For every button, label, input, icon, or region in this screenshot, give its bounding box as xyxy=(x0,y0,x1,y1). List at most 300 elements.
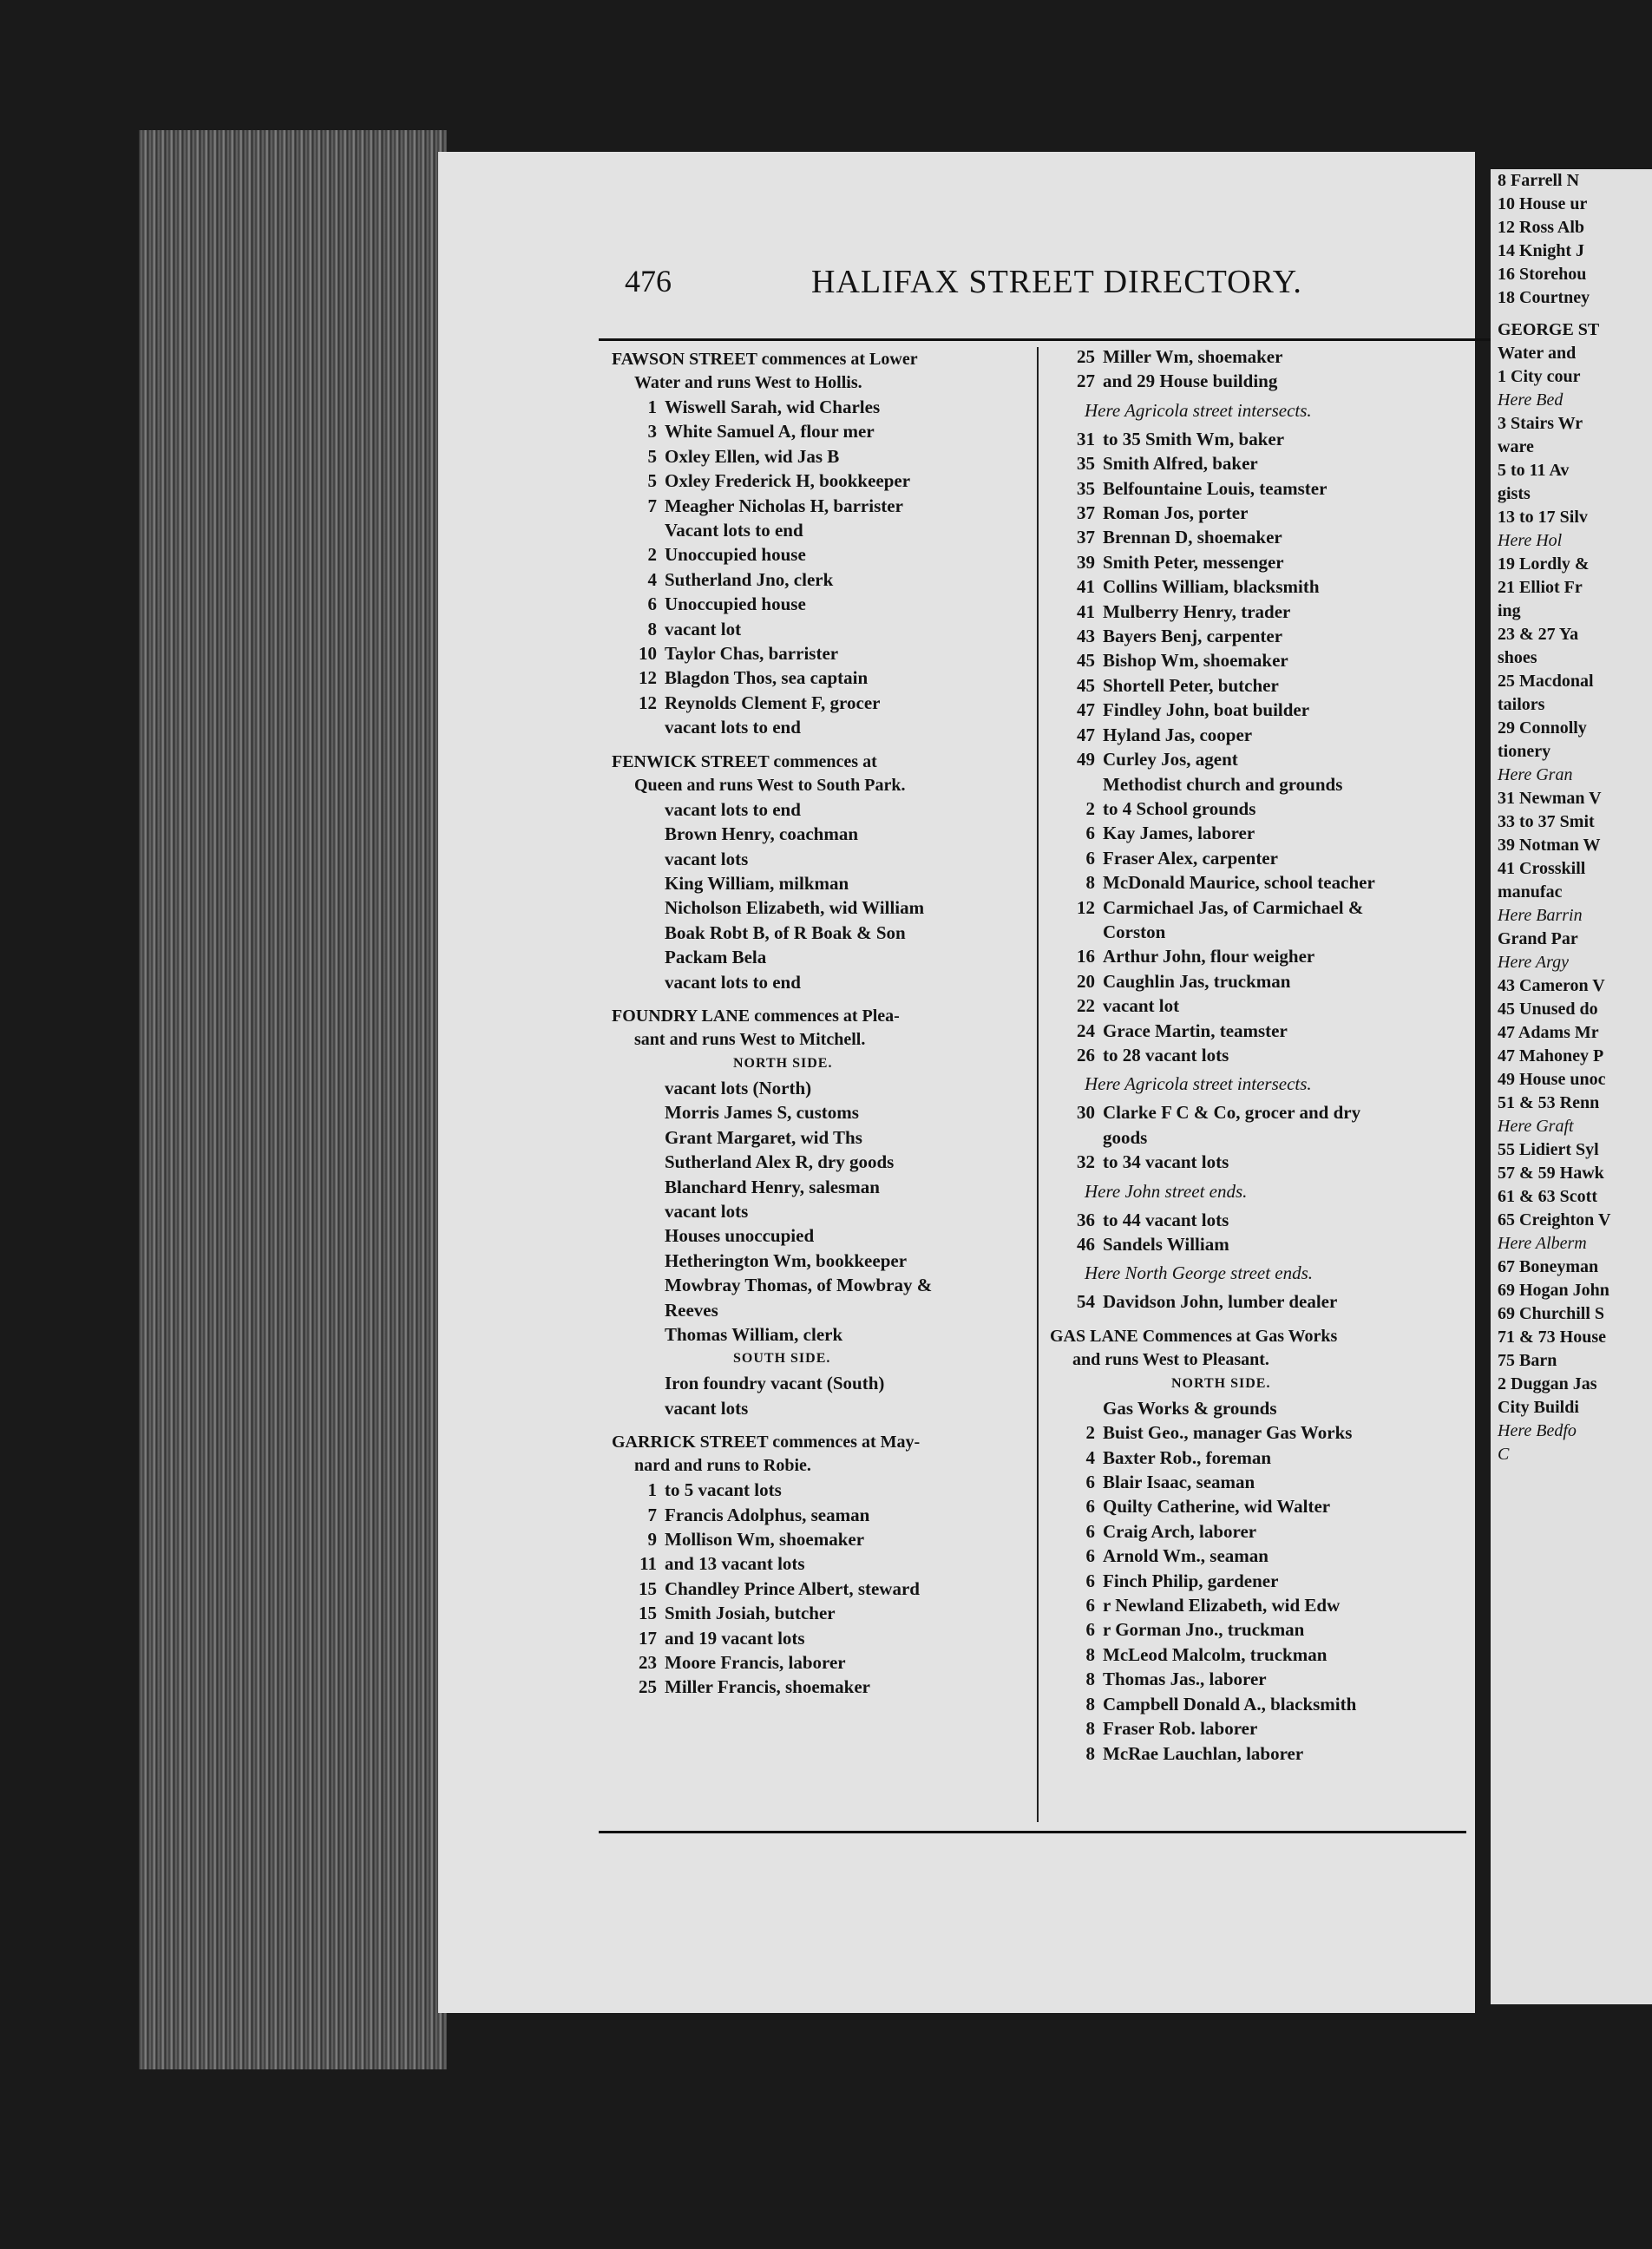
entry-text: White Samuel A, flour mer xyxy=(665,421,875,443)
entry-text: Clarke F C & Co, grocer and dry xyxy=(1103,1102,1361,1124)
entry-text: Belfountaine Louis, teamster xyxy=(1103,477,1328,499)
directory-entry xyxy=(612,871,1028,895)
directory-entry xyxy=(612,1175,1028,1199)
entry-text: Blair Isaac, seaman xyxy=(1103,1472,1255,1493)
entry-text: to 28 vacant lots xyxy=(1103,1044,1229,1065)
facing-page-line: 39 Notman W xyxy=(1498,836,1601,855)
directory-entry xyxy=(1050,1593,1488,1617)
directory-entry xyxy=(1050,772,1488,797)
directory-entry xyxy=(1050,1470,1488,1494)
facing-page-line: Here Graft xyxy=(1498,1117,1574,1136)
directory-entry xyxy=(1050,969,1488,993)
facing-page-line: 75 Barn xyxy=(1498,1351,1557,1370)
facing-page-line: 19 Lordly & xyxy=(1498,554,1590,574)
facing-page-line: 13 to 17 Silv xyxy=(1498,508,1588,527)
directory-entry xyxy=(612,1199,1028,1223)
entry-text: to 4 School grounds xyxy=(1103,797,1256,819)
entry-text: Oxley Ellen, wid Jas B xyxy=(665,445,840,467)
directory-entry xyxy=(1050,1494,1488,1518)
facing-page-line: City Buildi xyxy=(1498,1398,1579,1417)
street-header xyxy=(1050,1325,1488,1372)
facing-page-line: 16 Storehou xyxy=(1498,265,1587,284)
directory-entry xyxy=(1050,821,1488,845)
entry-text: Quilty Catherine, wid Walter xyxy=(1103,1496,1331,1518)
entry-text: Houses unoccupied xyxy=(665,1225,815,1247)
directory-entry xyxy=(612,494,1028,518)
facing-page-line: 49 House unoc xyxy=(1498,1070,1606,1089)
entry-text: Hetherington Wm, bookkeeper xyxy=(665,1249,908,1271)
house-number: 6 xyxy=(1085,1545,1095,1567)
entry-text: Bayers Benj, carpenter xyxy=(1103,626,1283,647)
facing-page-line: 10 House ur xyxy=(1498,194,1588,213)
directory-entry xyxy=(1050,1289,1488,1314)
entry-text: Buist Geo., manager Gas Works xyxy=(1103,1422,1353,1444)
house-number: 45 xyxy=(1077,650,1095,672)
directory-entry xyxy=(612,1650,1028,1675)
book-page-edges xyxy=(139,130,447,2069)
entry-text: Smith Peter, messenger xyxy=(1103,551,1284,573)
facing-page-line: Here Bedfo xyxy=(1498,1421,1577,1440)
entry-text: to 44 vacant lots xyxy=(1103,1209,1229,1230)
street-header-line: FOUNDRY LANE commences at Plea- xyxy=(612,1006,900,1026)
street-header-line: sant and runs West to Mitchell. xyxy=(634,1029,866,1049)
directory-entry xyxy=(1050,723,1488,747)
entry-text: Gas Works & grounds xyxy=(1103,1397,1277,1419)
page-title: HALIFAX STREET DIRECTORY. xyxy=(811,264,1302,300)
directory-entry xyxy=(1050,1667,1488,1691)
directory-entry xyxy=(1050,1446,1488,1470)
entry-text: Smith Josiah, butcher xyxy=(665,1603,836,1624)
directory-entry xyxy=(1050,1642,1488,1667)
house-number: 15 xyxy=(639,1577,657,1599)
entry-text: Brennan D, shoemaker xyxy=(1103,527,1282,548)
spacer xyxy=(1491,310,1652,318)
directory-entry xyxy=(612,1273,1028,1297)
facing-page-line: Here Alberm xyxy=(1498,1234,1587,1253)
left-column xyxy=(612,344,1028,1700)
entry-text: Oxley Frederick H, bookkeeper xyxy=(665,470,911,492)
facing-page-line: 29 Connolly xyxy=(1498,718,1587,738)
entry-text: Sandels William xyxy=(1103,1234,1229,1255)
house-number: 8 xyxy=(1085,872,1095,894)
house-number: 47 xyxy=(1077,699,1095,721)
entry-text: Craig Arch, laborer xyxy=(1103,1520,1257,1542)
house-number: 11 xyxy=(639,1553,657,1575)
house-number: 12 xyxy=(639,692,657,713)
intersection-note: Here Agricola street intersects. xyxy=(1085,1073,1312,1095)
directory-entry xyxy=(612,1626,1028,1650)
facing-page-line: 8 Farrell N xyxy=(1498,171,1580,190)
house-number: 7 xyxy=(647,1504,657,1525)
house-number: 10 xyxy=(639,643,657,665)
directory-entry xyxy=(612,970,1028,994)
entry-text: vacant lots xyxy=(665,848,749,869)
entry-text: Miller Wm, shoemaker xyxy=(1103,346,1283,367)
side-label: SOUTH SIDE. xyxy=(733,1351,831,1367)
entry-text: to 34 vacant lots xyxy=(1103,1151,1229,1173)
entry-text: Arthur John, flour weigher xyxy=(1103,946,1315,967)
entry-text: Smith Alfred, baker xyxy=(1103,453,1258,475)
entry-text: Wiswell Sarah, wid Charles xyxy=(665,397,881,417)
directory-entry xyxy=(612,847,1028,871)
directory-entry xyxy=(1050,1232,1488,1256)
entry-text: vacant lot xyxy=(665,618,742,639)
entry-text: Mollison Wm, shoemaker xyxy=(665,1529,865,1551)
facing-page-line: 41 Crosskill xyxy=(1498,859,1586,878)
house-number: 43 xyxy=(1077,626,1095,647)
directory-entry xyxy=(612,1551,1028,1576)
facing-page-line: 71 & 73 House xyxy=(1498,1328,1606,1347)
directory-entry xyxy=(1050,797,1488,821)
facing-page-line: Here Bed xyxy=(1498,390,1564,410)
directory-entry xyxy=(612,518,1028,542)
house-number: 12 xyxy=(639,667,657,689)
facing-page-line: Here Hol xyxy=(1498,531,1563,550)
entry-text: vacant lots xyxy=(665,1200,749,1222)
entry-text: Moore Francis, laborer xyxy=(665,1652,846,1674)
house-number: 35 xyxy=(1077,477,1095,499)
street-header xyxy=(612,1005,1028,1052)
directory-page xyxy=(438,152,1475,2013)
house-number: 4 xyxy=(647,568,657,590)
house-number: 8 xyxy=(1085,1742,1095,1764)
directory-entry xyxy=(1050,1420,1488,1445)
house-number: 6 xyxy=(1085,823,1095,844)
house-number: 3 xyxy=(647,421,657,443)
facing-page-line: Here Argy xyxy=(1498,953,1570,972)
directory-entry xyxy=(1050,895,1488,920)
directory-entry xyxy=(1050,1741,1488,1766)
directory-entry xyxy=(612,1675,1028,1699)
directory-entry xyxy=(1050,944,1488,968)
facing-page-line: tailors xyxy=(1498,695,1545,714)
entry-text: McDonald Maurice, school teacher xyxy=(1103,872,1375,894)
entry-text: Morris James S, customs xyxy=(665,1102,859,1124)
house-number: 1 xyxy=(647,397,657,417)
directory-entry xyxy=(1050,1544,1488,1568)
facing-page-line: 57 & 59 Hawk xyxy=(1498,1164,1604,1183)
facing-page-line: 61 & 63 Scott xyxy=(1498,1187,1597,1206)
house-number: 37 xyxy=(1077,502,1095,524)
facing-page-line: Grand Par xyxy=(1498,929,1578,948)
house-number: 12 xyxy=(1077,896,1095,918)
entry-text: Mowbray Thomas, of Mowbray & xyxy=(665,1275,933,1296)
facing-page-line: 43 Cameron V xyxy=(1498,976,1605,995)
house-number: 49 xyxy=(1077,749,1095,770)
directory-entry xyxy=(1050,624,1488,648)
entry-text: Kay James, laborer xyxy=(1103,823,1255,844)
directory-entry xyxy=(612,1076,1028,1100)
facing-page-line: 21 Elliot Fr xyxy=(1498,578,1583,597)
entry-text: vacant lots to end xyxy=(665,798,801,820)
directory-entry xyxy=(612,617,1028,641)
directory-entry xyxy=(1050,648,1488,672)
entry-text: Iron foundry vacant (South) xyxy=(665,1373,885,1394)
house-number: 27 xyxy=(1077,370,1095,392)
directory-entry xyxy=(1050,1519,1488,1544)
entry-text: vacant lots to end xyxy=(665,717,801,738)
street-header-line: Queen and runs West to South Park. xyxy=(634,775,906,795)
house-number: 8 xyxy=(1085,1718,1095,1740)
entry-text: vacant lots (North) xyxy=(665,1077,812,1098)
directory-entry xyxy=(612,641,1028,666)
entry-text: Hyland Jas, cooper xyxy=(1103,724,1253,745)
facing-page-line: 51 & 53 Renn xyxy=(1498,1093,1600,1112)
entry-text: Reeves xyxy=(665,1299,718,1321)
directory-entry xyxy=(1050,1208,1488,1232)
entry-text: Meagher Nicholas H, barrister xyxy=(665,495,903,516)
directory-entry xyxy=(1050,1019,1488,1043)
entry-text: Unoccupied house xyxy=(665,544,806,566)
house-number: 6 xyxy=(1085,1570,1095,1591)
house-number: 7 xyxy=(647,495,657,516)
top-rule xyxy=(599,338,1536,341)
side-label: NORTH SIDE. xyxy=(1171,1375,1271,1391)
entry-text: Reynolds Clement F, grocer xyxy=(665,692,881,713)
directory-entry xyxy=(1050,1396,1488,1420)
facing-page-line: manufac xyxy=(1498,882,1563,902)
directory-entry xyxy=(1050,550,1488,574)
directory-entry xyxy=(612,1396,1028,1420)
intersection-note: Here North George street ends. xyxy=(1085,1262,1314,1284)
page-number: 476 xyxy=(625,264,672,298)
directory-entry xyxy=(612,395,1028,419)
entry-text: Mulberry Henry, trader xyxy=(1103,600,1291,622)
directory-entry xyxy=(612,1503,1028,1527)
facing-page-line: ing xyxy=(1498,601,1521,620)
entry-text: Boak Robt B, of R Boak & Son xyxy=(665,921,906,943)
directory-entry xyxy=(612,1322,1028,1347)
facing-page-line: Here Barrin xyxy=(1498,906,1583,925)
facing-page-line: 67 Boneyman xyxy=(1498,1257,1599,1276)
directory-entry xyxy=(1050,525,1488,549)
facing-page-line: 45 Unused do xyxy=(1498,1000,1598,1019)
house-number: 6 xyxy=(1085,1496,1095,1518)
directory-entry xyxy=(612,715,1028,739)
facing-page-line: 65 Creighton V xyxy=(1498,1210,1611,1229)
house-number: 8 xyxy=(647,618,657,639)
house-number: 6 xyxy=(1085,1595,1095,1616)
entry-text: Grant Margaret, wid Ths xyxy=(665,1126,862,1148)
house-number: 6 xyxy=(1085,847,1095,869)
directory-entry xyxy=(1050,344,1488,369)
entry-text: vacant lot xyxy=(1103,995,1180,1017)
directory-entry xyxy=(612,567,1028,592)
directory-entry xyxy=(1050,369,1488,393)
directory-entry xyxy=(612,895,1028,920)
directory-entry xyxy=(612,1601,1028,1625)
middle-column xyxy=(1050,344,1488,1766)
directory-entry xyxy=(612,1527,1028,1551)
entry-text: Fraser Rob. laborer xyxy=(1103,1718,1258,1740)
entry-text: King William, milkman xyxy=(665,872,849,894)
directory-entry xyxy=(612,921,1028,945)
house-number: 35 xyxy=(1077,453,1095,475)
house-number: 20 xyxy=(1077,970,1095,992)
entry-text: Findley John, boat builder xyxy=(1103,699,1310,721)
entry-text: Grace Martin, teamster xyxy=(1103,1020,1288,1041)
street-header-line: nard and runs to Robie. xyxy=(634,1456,811,1476)
house-number: 6 xyxy=(1085,1619,1095,1641)
entry-text: Unoccupied house xyxy=(665,593,806,615)
facing-page-line: 69 Hogan John xyxy=(1498,1281,1609,1300)
entry-text: Chandley Prince Albert, steward xyxy=(665,1577,920,1599)
directory-entry xyxy=(612,1125,1028,1150)
entry-text: Corston xyxy=(1103,921,1166,942)
house-number: 25 xyxy=(639,1676,657,1698)
entry-text: Roman Jos, porter xyxy=(1103,502,1249,524)
house-number: 8 xyxy=(1085,1643,1095,1665)
directory-entry xyxy=(1050,574,1488,599)
facing-page-line: 69 Churchill S xyxy=(1498,1304,1604,1323)
facing-page-line: 47 Adams Mr xyxy=(1498,1023,1599,1042)
facing-page-line: 18 Courtney xyxy=(1498,288,1590,307)
entry-text: Methodist church and grounds xyxy=(1103,773,1343,795)
entry-text: Bishop Wm, shoemaker xyxy=(1103,650,1288,672)
facing-page-line: 2 Duggan Jas xyxy=(1498,1374,1597,1393)
house-number: 45 xyxy=(1077,674,1095,696)
house-number: 17 xyxy=(639,1627,657,1649)
house-number: 8 xyxy=(1085,1669,1095,1690)
entry-text: Curley Jos, agent xyxy=(1103,749,1238,770)
house-number: 26 xyxy=(1077,1044,1095,1065)
facing-page-line: 12 Ross Alb xyxy=(1498,218,1585,237)
house-number: 41 xyxy=(1077,600,1095,622)
directory-entry xyxy=(612,691,1028,715)
directory-entry xyxy=(612,822,1028,846)
entry-text: r Newland Elizabeth, wid Edw xyxy=(1103,1595,1341,1616)
entry-text: Packam Bela xyxy=(665,947,767,968)
facing-page-line: 33 to 37 Smit xyxy=(1498,812,1595,831)
entry-text: Sutherland Alex R, dry goods xyxy=(665,1151,895,1173)
house-number: 1 xyxy=(647,1479,657,1501)
bottom-rule xyxy=(599,1831,1466,1833)
facing-page-line: 14 Knight J xyxy=(1498,241,1585,260)
directory-entry xyxy=(612,444,1028,469)
directory-entry xyxy=(1050,1043,1488,1067)
entry-text: Sutherland Jno, clerk xyxy=(665,568,834,590)
directory-entry xyxy=(612,945,1028,969)
house-number: 5 xyxy=(647,470,657,492)
directory-entry xyxy=(1050,476,1488,501)
directory-entry xyxy=(612,1223,1028,1248)
directory-entry xyxy=(1050,1150,1488,1174)
entry-text: Brown Henry, coachman xyxy=(665,823,859,845)
street-header-line: Water and runs West to Hollis. xyxy=(634,373,862,392)
directory-entry xyxy=(612,1371,1028,1395)
facing-page-line: 55 Lidiert Syl xyxy=(1498,1140,1599,1159)
directory-entry xyxy=(612,542,1028,567)
directory-entry xyxy=(612,1478,1028,1502)
directory-entry xyxy=(612,469,1028,493)
directory-entry xyxy=(612,419,1028,443)
directory-entry xyxy=(612,666,1028,690)
directory-entry xyxy=(1050,1692,1488,1716)
entry-text: vacant lots to end xyxy=(665,971,801,993)
entry-text: and 13 vacant lots xyxy=(665,1553,805,1575)
entry-text: Shortell Peter, butcher xyxy=(1103,674,1279,696)
house-number: 9 xyxy=(647,1529,657,1551)
entry-text: vacant lots xyxy=(665,1397,749,1419)
entry-text: to 5 vacant lots xyxy=(665,1479,782,1501)
entry-text: Finch Philip, gardener xyxy=(1103,1570,1279,1591)
entry-text: Blagdon Thos, sea captain xyxy=(665,667,869,689)
directory-entry xyxy=(612,1249,1028,1273)
side-label: NORTH SIDE. xyxy=(733,1055,833,1071)
entry-text: and 19 vacant lots xyxy=(665,1627,805,1649)
directory-entry xyxy=(1050,451,1488,475)
directory-entry xyxy=(1050,1716,1488,1741)
house-number: 23 xyxy=(639,1652,657,1674)
directory-entry xyxy=(1050,993,1488,1018)
facing-page-line: 31 Newman V xyxy=(1498,789,1602,808)
entry-text: r Gorman Jno., truckman xyxy=(1103,1619,1305,1641)
facing-page-line: tionery xyxy=(1498,742,1551,761)
directory-entry xyxy=(1050,747,1488,771)
street-header-line: FAWSON STREET commences at Lower xyxy=(612,350,918,369)
street-header xyxy=(612,1431,1028,1478)
directory-entry xyxy=(1050,427,1488,451)
house-number: 31 xyxy=(1077,428,1095,449)
entry-text: Miller Francis, shoemaker xyxy=(665,1676,870,1698)
house-number: 41 xyxy=(1077,576,1095,598)
facing-page-line: ware xyxy=(1498,437,1534,456)
directory-entry xyxy=(612,1577,1028,1601)
entry-text: to 35 Smith Wm, baker xyxy=(1103,428,1285,449)
entry-text: McRae Lauchlan, laborer xyxy=(1103,1742,1304,1764)
directory-entry xyxy=(1050,1100,1488,1124)
facing-page-line: 23 & 27 Ya xyxy=(1498,625,1579,644)
entry-text: Carmichael Jas, of Carmichael & xyxy=(1103,896,1364,918)
entry-text: Nicholson Elizabeth, wid William xyxy=(665,897,925,919)
house-number: 39 xyxy=(1077,551,1095,573)
house-number: 30 xyxy=(1077,1102,1095,1124)
house-number: 6 xyxy=(647,593,657,615)
house-number: 15 xyxy=(639,1603,657,1624)
directory-entry xyxy=(1050,501,1488,525)
house-number: 36 xyxy=(1077,1209,1095,1230)
entry-text: Vacant lots to end xyxy=(665,520,803,541)
street-header-line: GARRICK STREET commences at May- xyxy=(612,1433,921,1452)
facing-page-fragment xyxy=(1491,169,1652,2004)
facing-page-line: Here Gran xyxy=(1498,765,1573,784)
entry-text: McLeod Malcolm, truckman xyxy=(1103,1643,1328,1665)
facing-page-line: C xyxy=(1498,1445,1510,1464)
facing-page-line: GEORGE ST xyxy=(1498,320,1600,339)
facing-page-line: Water and xyxy=(1498,344,1577,363)
entry-text: Fraser Alex, carpenter xyxy=(1103,847,1278,869)
house-number: 2 xyxy=(1085,797,1095,819)
entry-text: goods xyxy=(1103,1126,1148,1148)
street-header-line: and runs West to Pleasant. xyxy=(1072,1349,1269,1369)
house-number: 16 xyxy=(1077,946,1095,967)
facing-page-line: shoes xyxy=(1498,648,1537,667)
intersection-note: Here Agricola street intersects. xyxy=(1085,399,1312,421)
house-number: 2 xyxy=(1085,1422,1095,1444)
column-divider xyxy=(1037,347,1039,1822)
directory-entry xyxy=(1050,1617,1488,1642)
street-header xyxy=(612,751,1028,797)
entry-text: Blanchard Henry, salesman xyxy=(665,1176,880,1197)
entry-text: Thomas William, clerk xyxy=(665,1324,843,1345)
entry-text: Taylor Chas, barrister xyxy=(665,643,839,665)
directory-entry xyxy=(612,797,1028,822)
directory-entry xyxy=(612,1298,1028,1322)
house-number: 22 xyxy=(1077,995,1095,1017)
facing-page-line: 47 Mahoney P xyxy=(1498,1046,1604,1065)
facing-page-line: 1 City cour xyxy=(1498,367,1581,386)
directory-entry xyxy=(1050,673,1488,698)
